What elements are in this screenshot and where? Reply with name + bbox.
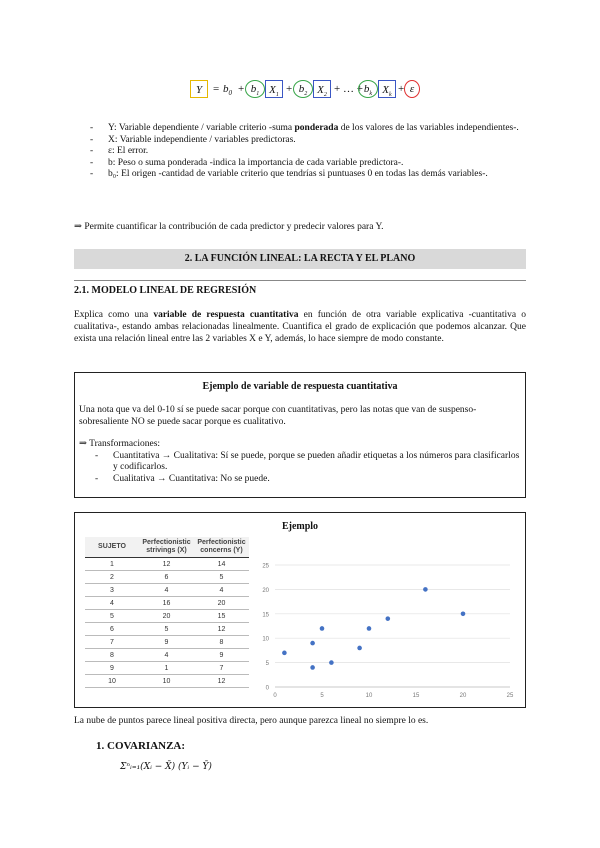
table-row [85,558,249,571]
cell-x: 5 [139,623,194,636]
data-table [85,537,249,688]
section-divider [74,280,526,281]
def-b-text: b: Peso o suma ponderada -indica la importancia de cada variable predictora-. [108,157,404,168]
scatter-plot [255,559,520,704]
ellipsis-terms: + … + [334,83,363,95]
intro-paragraph [74,310,526,345]
x-tick-label: 20 [459,693,467,699]
intro-post: en función de otra variable explicativa -cuantitativa o cualitativa-, estando ambas relacionadas linealmente. Cuantifica el grado de explicación que podemos alcanzar. Que exista una relación lineal entre las 2 variables X e Y, además, lo hace siempre de modo constante. [74,310,526,344]
cell-y: 8 [194,636,249,649]
table-row [85,623,249,636]
y-tick-label: 0 [265,685,269,692]
scatter-point [461,612,466,617]
cell-x: 20 [139,610,194,623]
b2-letter: b [298,83,305,95]
example-box-text: Una nota que va del 0-10 sí se puede sacar porque con cuantitativas, pero las notas que van de suspenso-sobresaliente NO se puede sacar porque es cualitativo. [79,405,477,427]
example-box [74,372,526,498]
subsection-title: 2.1. MODELO LINEAL DE REGRESIÓN [74,285,257,296]
col-sujeto: SUJETO [85,537,139,558]
b2-circle [293,80,313,98]
scatter-point [386,616,391,621]
cell-sujeto: 8 [85,649,139,662]
def-epsilon [90,146,526,158]
transform-item: - Cualitativa → Cuantitativa: No se puede. [75,474,525,486]
cell-sujeto: 10 [85,675,139,688]
table-row [85,571,249,584]
cell-y: 20 [194,597,249,610]
xk-sub: k [389,92,392,99]
cell-y: 15 [194,610,249,623]
cell-y: 9 [194,649,249,662]
cell-sujeto: 9 [85,662,139,675]
scatter-point [423,587,428,592]
scatter-point [282,651,287,656]
b1-circle [245,80,265,98]
def-x-text: X: Variable independiente / variables predictoras. [108,134,296,145]
b2-sub: 2 [304,91,308,98]
scatter-point [310,641,315,646]
x1-box [265,80,283,98]
cell-x: 4 [139,649,194,662]
table-row [85,597,249,610]
col-concerns: Perfectionistic concerns (Y) [194,537,249,558]
cell-sujeto: 6 [85,623,139,636]
scatter-point [310,665,315,670]
def-y-bold: ponderada [294,123,339,133]
def-y-text: Y: Variable dependiente / variable criterio -suma [108,123,295,133]
cell-y: 7 [194,662,249,675]
epsilon-circle: ε [404,80,420,98]
def-b [90,158,526,170]
col-strivings: Perfectionistic strivings (X) [139,537,194,558]
cell-y: 5 [194,571,249,584]
cell-x: 12 [139,558,194,571]
cell-sujeto: 5 [85,610,139,623]
def-y [90,123,526,135]
cell-y: 12 [194,623,249,636]
cell-x: 1 [139,662,194,675]
x2-box [313,80,331,98]
table-row [85,662,249,675]
example2-box [74,512,526,708]
equals-sign: = [213,83,220,95]
intro-pre: Explica como una [74,310,154,320]
bk-sub: k [369,91,373,98]
definitions-list [90,123,526,181]
transform-label: ⇒ Transformaciones: [79,439,161,449]
cell-sujeto: 7 [85,636,139,649]
cell-sujeto: 2 [85,571,139,584]
y-tick-label: 20 [262,587,269,594]
x2-sub: 2 [323,92,327,99]
plus-sign: + [238,83,245,95]
table-row [85,649,249,662]
cell-y: 14 [194,558,249,571]
b1-letter: b [250,83,257,95]
b1-sub: 1 [256,91,260,98]
b0-letter: b [223,83,229,95]
y-tick-label: 5 [265,661,269,668]
cell-x: 9 [139,636,194,649]
cell-x: 16 [139,597,194,610]
covariance-title: 1. COVARIANZA: [96,740,186,752]
y-tick-label: 25 [262,563,269,570]
transform-item: - Cuantitativa → Cualitativa: Sí se puede, porque se pueden añadir etiquetas a los números para clasificarlos y codificarlos. [75,451,525,474]
cell-sujeto: 1 [85,558,139,571]
bk-circle [358,80,378,98]
x-tick-label: 0 [273,693,277,699]
y-box: Y [190,80,208,98]
xk-box [378,80,396,98]
cell-sujeto: 4 [85,597,139,610]
def-x [90,135,526,147]
chart-caption: La nube de puntos parece lineal positiva directa, pero aunque parezca lineal no siempre lo es. [74,716,429,726]
cell-x: 4 [139,584,194,597]
def-b0-text: b₀: El origen -cantidad de variable criterio que tendrías si puntuases 0 en todas las demás variables-. [108,169,488,179]
y-tick-label: 10 [262,636,269,643]
x-tick-label: 25 [506,693,514,699]
scatter-point [320,626,325,631]
cell-y: 4 [194,584,249,597]
x1-sub: 1 [275,92,279,99]
def-epsilon-text: ε: El error. [108,146,149,156]
x1-letter: X [269,84,276,96]
table-row [85,636,249,649]
def-b0 [90,169,526,181]
b0-sub: 0 [228,89,232,98]
xk-letter: X [382,84,390,96]
plus-sign-2: + [286,83,293,95]
example-box-title: Ejemplo de variable de respuesta cuantitativa [202,381,398,392]
cell-sujeto: 3 [85,584,139,597]
table-row [85,610,249,623]
example2-title: Ejemplo [281,521,319,532]
cell-x: 6 [139,571,194,584]
x-tick-label: 5 [320,693,324,699]
table-header-row [85,537,249,558]
b0-term [223,80,232,102]
section-title: 2. LA FUNCIÓN LINEAL: LA RECTA Y EL PLANO [74,249,526,269]
bk-letter: b [363,83,370,95]
transform-list [75,451,525,486]
def-y-post: de los valores de las variables independientes-. [338,123,519,133]
regression-formula [190,78,420,102]
scatter-point [329,660,334,665]
cell-y: 12 [194,675,249,688]
scatter-point [357,646,362,651]
plus-sign-3: + [398,83,405,95]
x-tick-label: 15 [412,693,420,699]
cell-x: 10 [139,675,194,688]
covariance-formula: Σⁿᵢ₌₁(Xᵢ − X̄) (Yᵢ − Ȳ) [120,762,212,772]
y-tick-label: 15 [262,612,269,619]
intro-bold: variable de respuesta cuantitativa [153,310,299,320]
x-tick-label: 10 [365,693,373,699]
table-row [85,584,249,597]
x2-letter: X [317,84,324,96]
table-row [85,675,249,688]
scatter-point [367,626,372,631]
arrow-note: ⇒ Permite cuantificar la contribución de cada predictor y predecir valores para Y. [74,222,384,232]
